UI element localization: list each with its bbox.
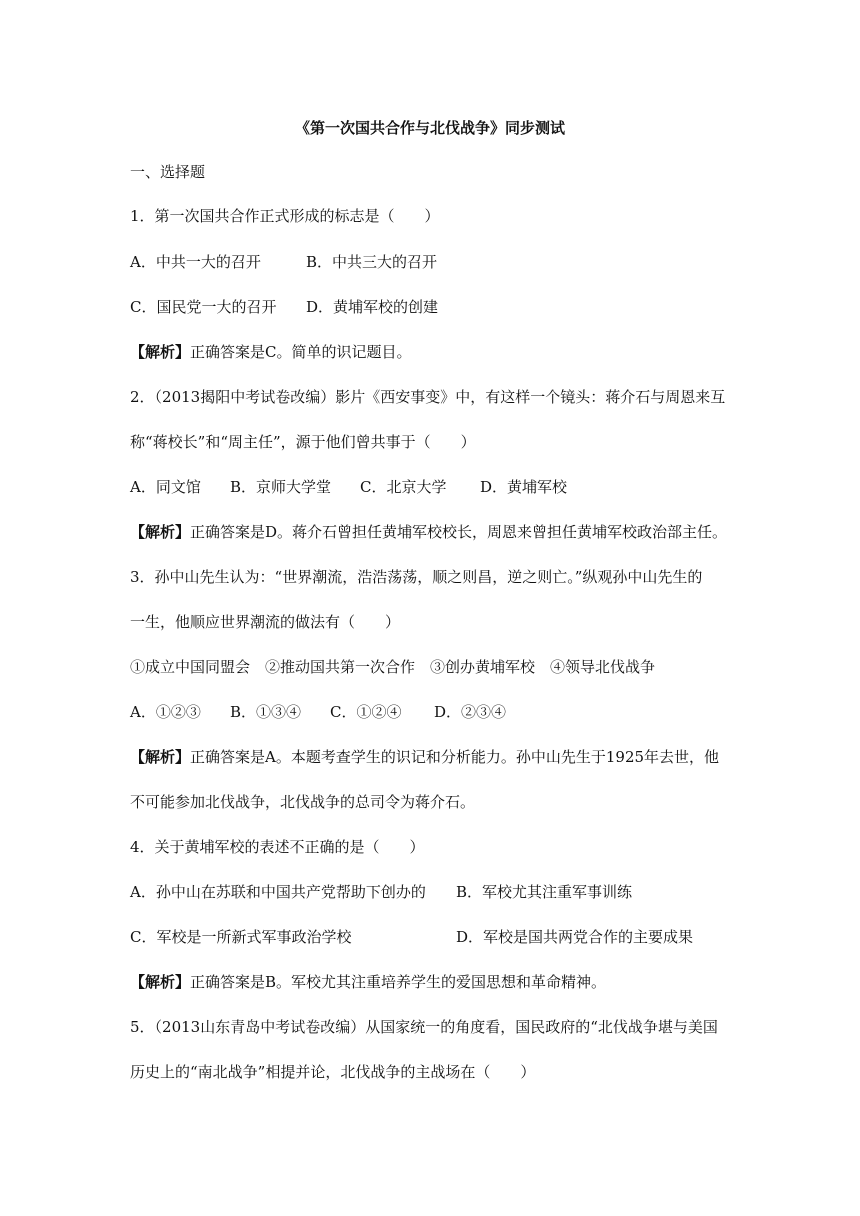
question-4-options-row2: [130, 926, 740, 948]
question-1-analysis: [130, 341, 740, 363]
option-b: B．京师大学堂: [230, 478, 332, 496]
option-d: D．②③④: [434, 703, 507, 721]
question-2-stem-line1: 2．（2013揭阳中考试卷改编）影片《西安事变》中，有这样一个镜头：蒋介石与周恩来互: [130, 388, 726, 406]
option-d: D．黄埔军校的创建: [306, 298, 439, 316]
option-c: C．国民党一大的召开: [130, 298, 277, 316]
analysis-text: 正确答案是C。简单的识记题目。: [190, 343, 412, 361]
option-d: D．黄埔军校: [480, 478, 568, 496]
question-4-options-row1: [130, 881, 740, 903]
option-a: A．①②③: [130, 703, 201, 721]
analysis-tag: 【解析】: [130, 973, 191, 991]
question-3-options: [130, 701, 740, 723]
document-title: 《第一次国共合作与北伐战争》同步测试: [294, 119, 565, 137]
section-heading: 一、选择题: [130, 163, 206, 181]
question-2-options: [130, 476, 740, 498]
question-5-stem-line2: 历史上的“南北战争”相提并论，北伐战争的主战场在（ ）: [130, 1063, 536, 1081]
analysis-tag: 【解析】: [130, 523, 191, 541]
analysis-tag: 【解析】: [130, 748, 191, 766]
question-3-analysis-line1: [130, 746, 740, 768]
question-1-stem: 1．第一次国共合作正式形成的标志是（ ）: [130, 207, 440, 225]
option-c: C．①②④: [330, 703, 402, 721]
question-2-analysis: [130, 521, 740, 543]
analysis-text: 正确答案是A。本题考查学生的识记和分析能力。孙中山先生于1925年去世，他: [190, 748, 720, 766]
question-4-analysis: [130, 971, 740, 993]
option-c: C．北京大学: [360, 478, 447, 496]
question-4-stem: 4．关于黄埔军校的表述不正确的是（ ）: [130, 838, 425, 856]
question-3-items: ①成立中国同盟会 ②推动国共第一次合作 ③创办黄埔军校 ④领导北伐战争: [130, 658, 656, 676]
option-a: A．中共一大的召开: [130, 253, 261, 271]
analysis-text: 正确答案是B。军校尤其注重培养学生的爱国思想和革命精神。: [190, 973, 607, 991]
question-3-stem-line1: 3．孙中山先生认为：“世界潮流，浩浩荡荡，顺之则昌，逆之则亡。”纵观孙中山先生的: [130, 568, 703, 586]
option-a: A．同文馆: [130, 478, 201, 496]
analysis-tag: 【解析】: [130, 343, 191, 361]
option-a: A．孙中山在苏联和中国共产党帮助下创办的: [130, 883, 426, 901]
question-5-stem-line1: 5．（2013山东青岛中考试卷改编）从国家统一的角度看，国民政府的“北伐战争堪与美国: [130, 1018, 718, 1036]
question-3-stem-line2: 一生，他顺应世界潮流的做法有（ ）: [130, 613, 401, 631]
option-b: B．①③④: [230, 703, 302, 721]
option-d: D．军校是国共两党合作的主要成果: [456, 928, 694, 946]
question-1-options-row2: [130, 296, 740, 318]
analysis-text: 正确答案是D。蒋介石曾担任黄埔军校校长，周恩来曾担任黄埔军校政治部主任。: [190, 523, 728, 541]
question-3-analysis-line2: 不可能参加北伐战争，北伐战争的总司令为蒋介石。: [130, 793, 476, 811]
option-b: B．中共三大的召开: [306, 253, 438, 271]
option-b: B．军校尤其注重军事训练: [456, 883, 633, 901]
question-1-options-row1: [130, 251, 740, 273]
option-c: C．军校是一所新式军事政治学校: [130, 928, 352, 946]
question-2-stem-line2: 称“蒋校长”和“周主任”，源于他们曾共事于（ ）: [130, 433, 476, 451]
